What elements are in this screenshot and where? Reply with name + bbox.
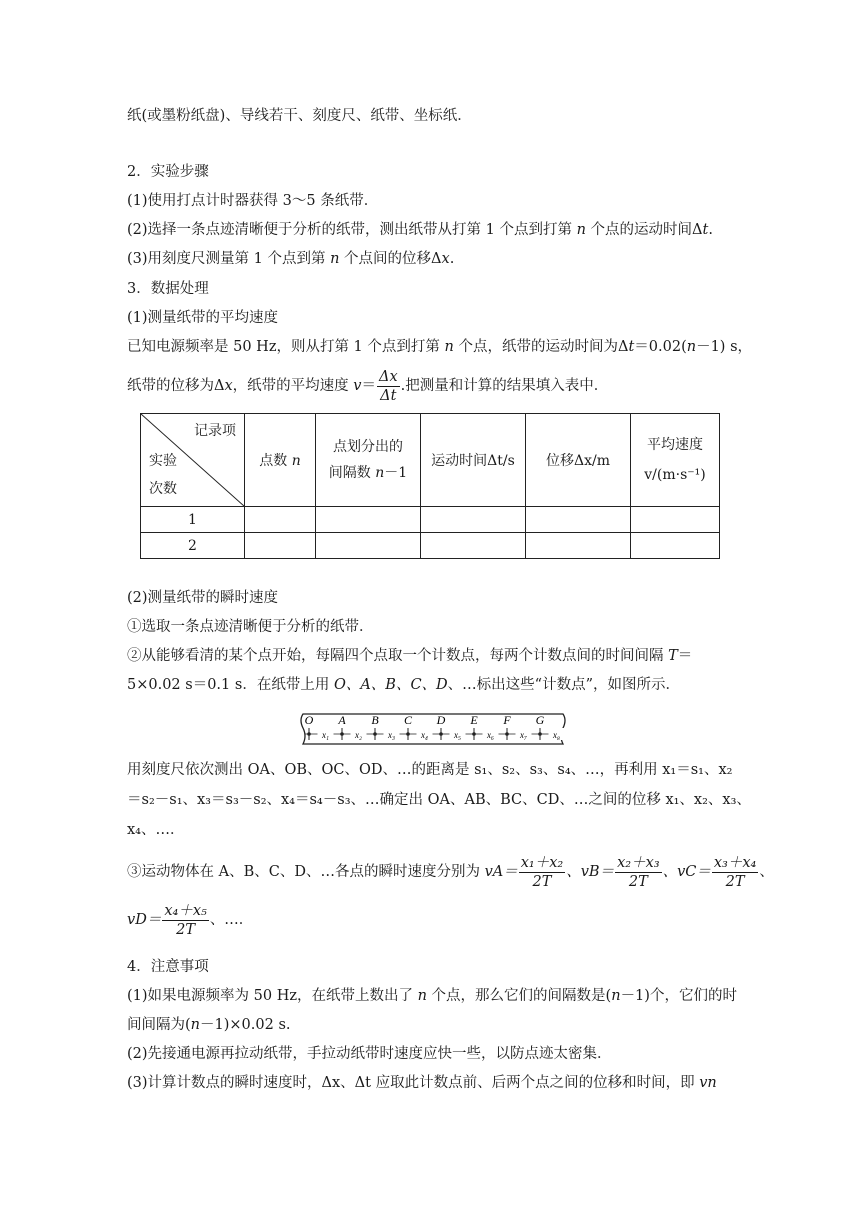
measure-line-1: 用刻度尺依次测出 OA、OB、OC、OD、…的距离是 s₁、s₂、s₃、s₄、…，再利用 x₁＝s₁、x₂ bbox=[127, 762, 733, 778]
table-cell bbox=[421, 533, 526, 559]
vb-denominator: 2T bbox=[628, 873, 648, 890]
n1-text-b: 个点，那么它们的间隔数是( bbox=[426, 988, 612, 1004]
point-label: F bbox=[503, 713, 511, 727]
c2-var-T: T bbox=[668, 648, 678, 664]
header-experiment: 实验 bbox=[149, 453, 177, 469]
n1-var-n3: n bbox=[190, 1017, 201, 1033]
table-cell bbox=[631, 507, 720, 533]
row-number: 1 bbox=[141, 507, 245, 533]
p1-var-n: n bbox=[444, 339, 454, 355]
point-dot bbox=[340, 732, 344, 736]
instant-step-2 bbox=[127, 646, 692, 666]
point-label: D bbox=[436, 713, 446, 727]
point-dot bbox=[538, 732, 542, 736]
table-cell bbox=[526, 507, 631, 533]
header-points bbox=[245, 414, 316, 507]
vc-fraction bbox=[712, 854, 758, 891]
step-2-text-b: 个点的运动时间Δ bbox=[585, 222, 703, 238]
header-avg-velocity-unit: v/(m·s⁻¹) bbox=[644, 467, 706, 483]
step-3-var-n: n bbox=[330, 251, 340, 267]
step-2 bbox=[127, 220, 713, 240]
header-record-item: 记录项 bbox=[194, 423, 236, 439]
p1-text-b: 个点，纸带的运动时间为Δ bbox=[453, 339, 629, 355]
step-2-var-n: n bbox=[576, 222, 586, 238]
step-2-var-t: t bbox=[702, 222, 709, 238]
table-cell bbox=[245, 507, 316, 533]
paragraph-average-velocity bbox=[127, 366, 608, 406]
p1-var-t: t bbox=[628, 339, 635, 355]
instant-step-1: ①选取一条点迹清晰便于分析的纸带． bbox=[127, 619, 374, 635]
table-header-row bbox=[141, 414, 720, 507]
p2-var-x: x bbox=[224, 378, 233, 394]
intro-line: 纸(或墨粉纸盘)、导线若干、刻度尺、纸带、坐标纸． bbox=[127, 108, 472, 124]
va-label: vA＝ bbox=[484, 864, 518, 880]
step-3-var-x: x bbox=[441, 251, 450, 267]
segment-label: x₈ bbox=[552, 730, 561, 740]
subsection-average: (1)测量纸带的平均速度 bbox=[127, 310, 279, 326]
separator: 、 bbox=[759, 864, 774, 880]
table-cell bbox=[316, 533, 421, 559]
point-dot bbox=[472, 732, 476, 736]
step-2-text-c: . bbox=[708, 222, 713, 238]
header-displacement: 位移Δx/m bbox=[526, 414, 631, 507]
n1-text-e: －1)×0.02 s. bbox=[200, 1017, 291, 1033]
point-dot bbox=[505, 732, 509, 736]
point-label: G bbox=[535, 713, 545, 727]
p1-text-c: ＝0.02( bbox=[634, 339, 687, 355]
paper-tape-diagram bbox=[297, 710, 569, 750]
fraction-numerator: Δx bbox=[378, 368, 398, 385]
measure-line-2: ＝s₂－s₁、x₃＝s₃－s₂、x₄＝s₄－s₃、…确定出 OA、AB、BC、CD、…之间的位移 x₁、x₂、x₃、 bbox=[127, 792, 751, 808]
p2-text-a: 纸带的位移为Δ bbox=[127, 378, 225, 394]
step-3 bbox=[127, 249, 454, 269]
vb-fraction bbox=[615, 854, 661, 891]
c2-text-a: ②从能够看清的某个点开始，每隔四个点取一个计数点，每两个计数点间的时间间隔 bbox=[127, 648, 669, 664]
p1-text-d: －1) s， bbox=[696, 339, 753, 355]
row-number: 2 bbox=[141, 533, 245, 559]
c2-text-b: ＝ bbox=[677, 648, 693, 664]
segment-label: x₂ bbox=[354, 730, 363, 740]
subsection-instant: (2)测量纸带的瞬时速度 bbox=[127, 590, 279, 606]
section-title-data: 3．数据处理 bbox=[127, 281, 209, 297]
table-cell bbox=[316, 507, 421, 533]
segment-label: x₆ bbox=[486, 730, 495, 740]
c3-text-a: 5×0.02 s＝0.1 s．在纸带上用 bbox=[127, 677, 334, 693]
header-intervals-line1: 点划分出的 bbox=[333, 439, 403, 455]
va-numerator: x₁＋x₂ bbox=[520, 854, 564, 871]
table-cell bbox=[421, 507, 526, 533]
n3-text: (3)计算计数点的瞬时速度时，Δx、Δt 应取此计数点前、后两个点之间的位移和时间，即 bbox=[127, 1075, 700, 1091]
segment-label: x₄ bbox=[420, 730, 429, 740]
vb-numerator: x₂＋x₃ bbox=[617, 854, 660, 871]
p2-var-v: v bbox=[353, 378, 362, 394]
n1-text-c: －1)个，它们的时 bbox=[620, 988, 737, 1004]
record-table bbox=[140, 413, 720, 559]
vc-label: 、vC＝ bbox=[662, 864, 711, 880]
instant-step-2-cont bbox=[127, 675, 680, 695]
c3-letters: O、A、B、C、D bbox=[333, 677, 448, 693]
header-intervals bbox=[316, 414, 421, 507]
point-label: E bbox=[470, 713, 478, 727]
c3-text-b: 、…标出这些“计数点”，如图所示． bbox=[447, 677, 680, 693]
point-label: B bbox=[371, 713, 379, 727]
section-title-notes: 4．注意事项 bbox=[127, 959, 209, 975]
note-2: (2)先接通电源再拉动纸带，手拉动纸带时速度应快一些，以防点迹太密集． bbox=[127, 1046, 612, 1062]
point-label: C bbox=[403, 713, 413, 727]
fraction-denominator: Δt bbox=[380, 387, 397, 404]
point-dot bbox=[307, 732, 311, 736]
header-intervals-minus: －1 bbox=[384, 465, 408, 481]
n1-text-a: (1)如果电源频率为 50 Hz，在纸带上数出了 bbox=[127, 988, 418, 1004]
vc-numerator: x₃＋x₄ bbox=[713, 854, 757, 871]
vb-label: 、vB＝ bbox=[566, 864, 615, 880]
step-3-text-c: . bbox=[449, 251, 455, 267]
p1-text-a: 已知电源频率是 50 Hz，则从打第 1 个点到打第 bbox=[127, 339, 445, 355]
c4-text: ③运动物体在 A、B、C、D、…各点的瞬时速度分别为 bbox=[127, 864, 485, 880]
average-velocity-fraction bbox=[377, 368, 400, 405]
header-avg-velocity-line1: 平均速度 bbox=[647, 437, 703, 453]
header-intervals-var: n bbox=[375, 465, 385, 481]
vd-denominator: 2T bbox=[176, 921, 196, 938]
diagonal-header-cell bbox=[141, 414, 245, 507]
segment-label: x₇ bbox=[519, 730, 528, 740]
segment-label: x₁ bbox=[321, 730, 330, 740]
p1-var-n2: n bbox=[686, 339, 697, 355]
p2-text-b: ，纸带的平均速度 bbox=[232, 378, 354, 394]
va-denominator: 2T bbox=[532, 873, 552, 890]
va-fraction bbox=[519, 854, 565, 891]
header-avg-velocity bbox=[631, 414, 720, 507]
segment-label: x₅ bbox=[453, 730, 462, 740]
vd-numerator: x₄＋x₅ bbox=[164, 902, 207, 919]
point-dot bbox=[439, 732, 443, 736]
n1-text-d: 间间隔为( bbox=[127, 1017, 191, 1033]
table-row bbox=[141, 533, 720, 559]
segment-label: x₃ bbox=[387, 730, 396, 740]
header-points-var: n bbox=[291, 453, 301, 469]
p2-text-c: .把测量和计算的结果填入表中． bbox=[400, 378, 609, 394]
point-label: O bbox=[304, 713, 314, 727]
note-1 bbox=[127, 986, 737, 1006]
step-3-text-a: (3)用刻度尺测量第 1 个点到第 bbox=[127, 251, 331, 267]
step-1: (1)使用打点计时器获得 3～5 条纸带． bbox=[127, 193, 379, 209]
vc-denominator: 2T bbox=[725, 873, 745, 890]
header-points-text: 点数 bbox=[259, 453, 292, 469]
header-time: 运动时间Δt/s bbox=[421, 414, 526, 507]
section-title-steps: 2．实验步骤 bbox=[127, 164, 209, 180]
step-2-text-a: (2)选择一条点迹清晰便于分析的纸带，测出纸带从打第 1 个点到打第 bbox=[127, 222, 577, 238]
n1-var-n2: n bbox=[611, 988, 621, 1004]
p2-eq: ＝ bbox=[361, 378, 376, 394]
table-cell bbox=[526, 533, 631, 559]
header-count: 次数 bbox=[149, 481, 177, 497]
point-dot bbox=[373, 732, 377, 736]
instant-velocity-formulas bbox=[127, 852, 774, 892]
instant-velocity-vd bbox=[127, 900, 253, 940]
note-1-cont bbox=[127, 1015, 291, 1035]
table-row bbox=[141, 507, 720, 533]
step-3-text-b: 个点间的位移Δ bbox=[339, 251, 442, 267]
n3-var-vn: vn bbox=[699, 1075, 717, 1091]
point-label: A bbox=[338, 713, 346, 727]
vd-label: vD＝ bbox=[127, 912, 162, 928]
paragraph-time bbox=[127, 337, 752, 357]
n1-var-n: n bbox=[417, 988, 427, 1004]
header-intervals-text: 间隔数 bbox=[328, 465, 376, 481]
vd-fraction bbox=[162, 902, 208, 939]
point-dot bbox=[406, 732, 410, 736]
table-cell bbox=[631, 533, 720, 559]
note-3 bbox=[127, 1073, 717, 1093]
vd-end: 、…． bbox=[209, 912, 254, 928]
table-cell bbox=[245, 533, 316, 559]
measure-line-3: x₄、…． bbox=[127, 822, 185, 838]
